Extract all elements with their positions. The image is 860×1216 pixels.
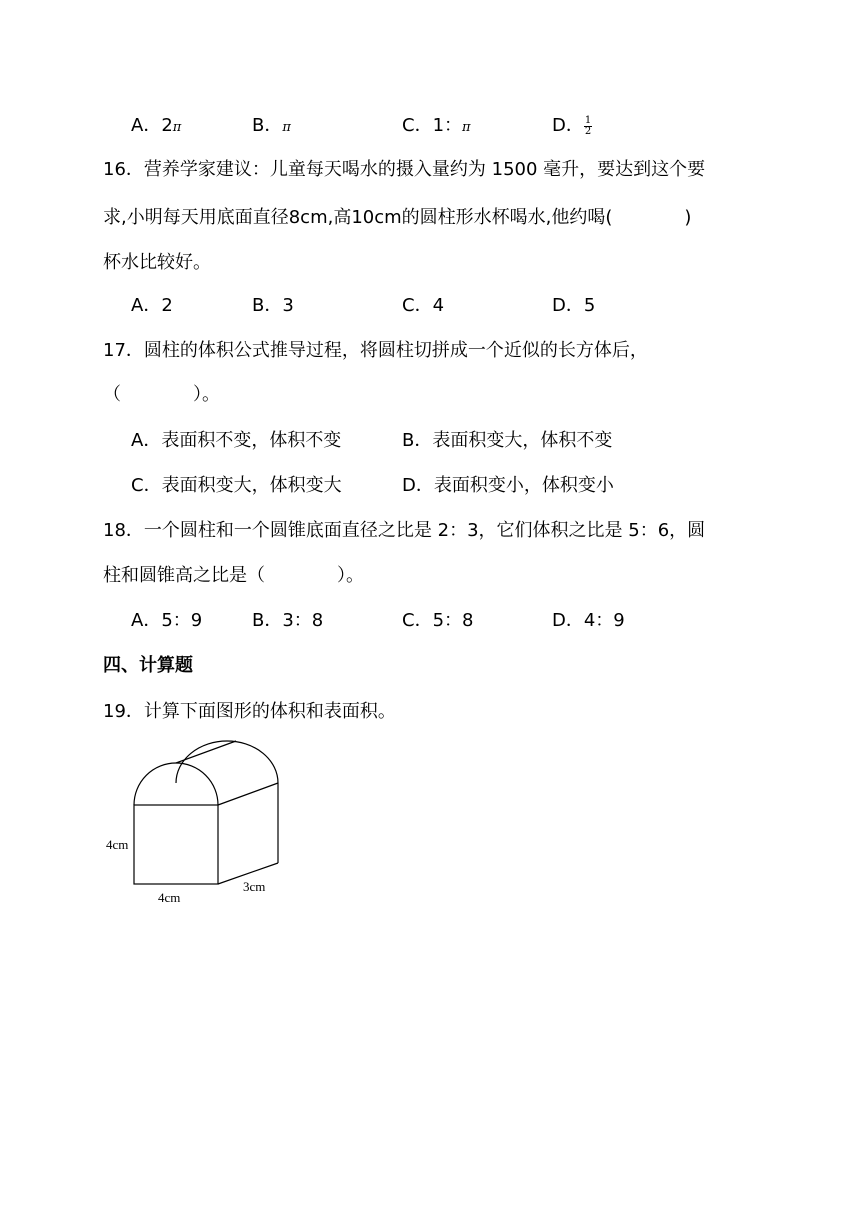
front-face [134,805,218,884]
q16-option-c: C．4 [402,295,445,316]
depth-label: 3cm [243,879,266,894]
q17-option-c: C．表面积变大，体积变大 [131,475,342,496]
q18-option-b: B．3：8 [252,610,324,631]
fraction-one-half [584,116,592,137]
q17-option-b: B．表面积变大，体积不变 [402,430,613,451]
pi-symbol: π [172,120,182,135]
q17-option-a: A．表面积不变，体积不变 [131,430,342,451]
q16-line-2: 求,小明每天用底面直径8cm,高10cm的圆柱形水杯喝水,他约喝( ) [103,207,692,228]
q18-option-d: D．4：9 [552,610,625,631]
q17-line-2: （ ）。 [103,384,220,405]
q18-line-2: 柱和圆锥高之比是（ ）。 [103,565,364,586]
q16-line-3: 杯水比较好。 [103,252,211,273]
front-semicircle [134,763,218,805]
q19-line-1: 19．计算下面图形的体积和表面积。 [103,701,396,722]
q16-option-b: B．3 [252,295,294,316]
q16-line-1: 16．营养学家建议：儿童每天喝水的摄入量约为 1500 毫升，要达到这个要 [103,159,706,180]
q15-option-b-label: B． [252,115,283,136]
q18-option-c: C．5：8 [402,610,474,631]
q16-option-d: D．5 [552,295,596,316]
pi-symbol: π [282,120,291,135]
q15-option-d [552,114,592,138]
q18-line-1: 18．一个圆柱和一个圆锥底面直径之比是 2：3，它们体积之比是 5：6，圆 [103,520,706,541]
q15-option-c-label: C．1： [402,115,463,136]
top-edge [218,783,278,805]
q19-figure [100,735,300,910]
q15-option-b [252,114,291,140]
fraction-denominator: 2 [584,125,592,137]
fraction-numerator: 1 [584,114,592,126]
q17-option-d: D．表面积变小，体积变小 [402,475,614,496]
q15-option-c [402,114,471,140]
q15-option-a-label: A．2 [131,115,173,136]
q17-line-1: 17．圆柱的体积公式推导过程，将圆柱切拼成一个近似的长方体后， [103,340,648,361]
q15-option-d-label: D． [552,115,584,136]
q18-option-a: A．5：9 [131,610,203,631]
q15-option-a [131,114,181,140]
q16-option-a: A．2 [131,295,173,316]
pi-symbol: π [462,120,471,135]
height-label: 4cm [106,837,129,852]
back-semicircle [176,741,278,783]
width-label: 4cm [158,890,181,905]
section-heading: 四、计算题 [103,655,193,676]
